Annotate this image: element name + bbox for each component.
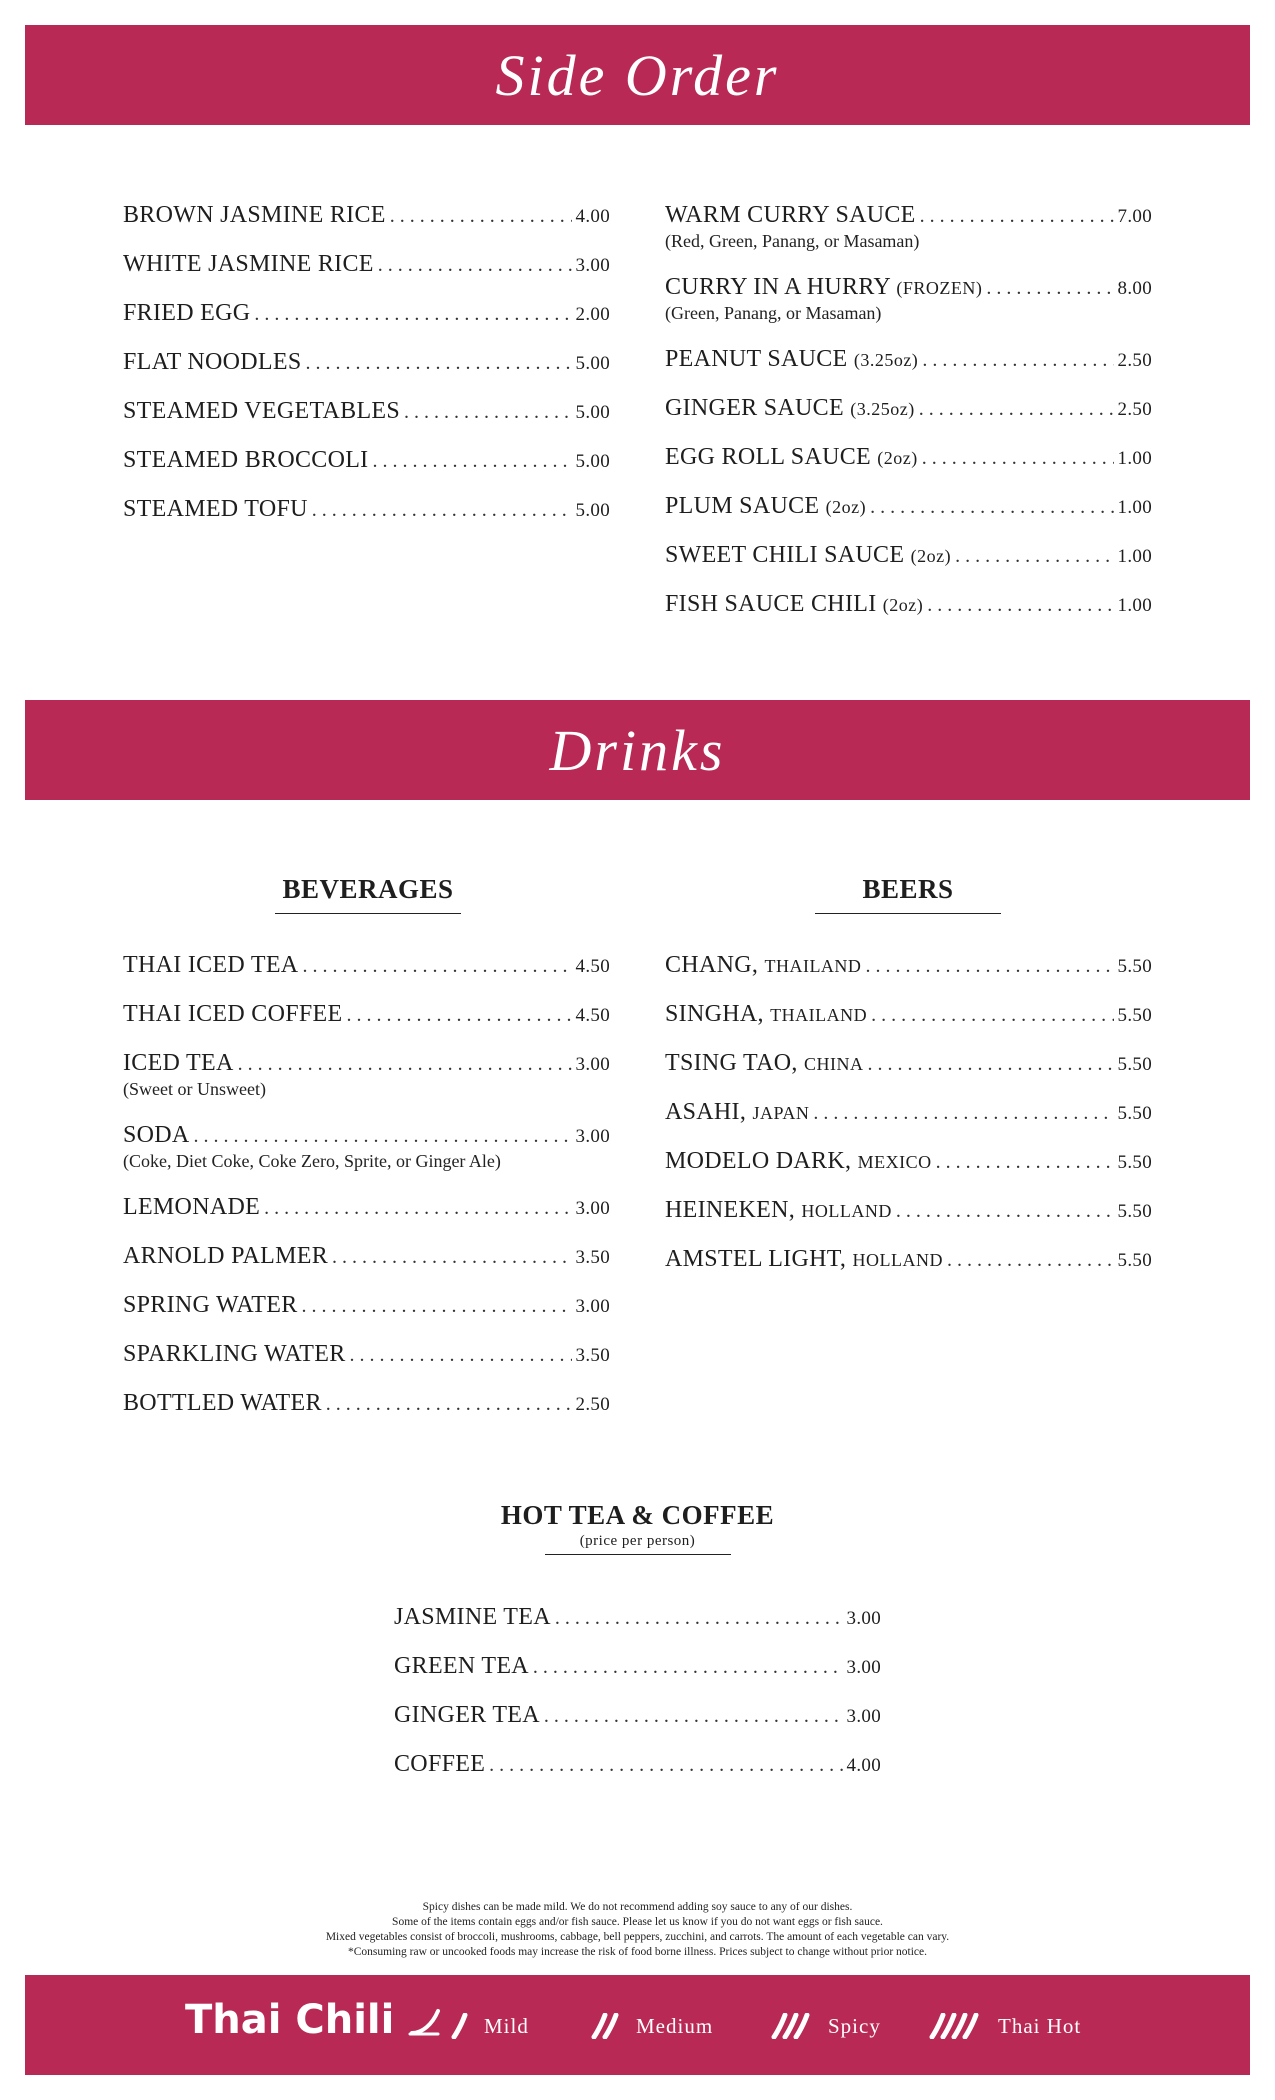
hot-drinks-heading-text: HOT TEA & COFFEE — [500, 1500, 775, 1530]
drinks-title: Drinks — [549, 717, 726, 783]
item-price: 3.00 — [575, 255, 610, 276]
menu-item — [123, 1122, 610, 1172]
item-name-text: EGG ROLL SAUCE — [665, 444, 871, 470]
item-name: GINGER TEA — [394, 1702, 540, 1728]
item-name: ICED TEA — [123, 1050, 234, 1076]
legend-thai-hot — [928, 2013, 1081, 2039]
menu-item — [665, 395, 1152, 422]
menu-item — [665, 1246, 1152, 1273]
menu-item — [123, 1243, 610, 1270]
item-price: 1.00 — [1117, 546, 1152, 567]
menu-item — [665, 202, 1152, 252]
item-name — [665, 952, 861, 979]
logo-text: Thai Chili — [185, 1997, 395, 2043]
item-name-text: TSING TAO, — [665, 1050, 798, 1076]
item-name: STEAMED BROCCOLI — [123, 447, 369, 473]
item-name: BROWN JASMINE RICE — [123, 202, 386, 228]
hot-drinks-subheading: (price per person) — [579, 1533, 696, 1549]
item-origin: THAILAND — [764, 956, 862, 976]
item-name — [665, 395, 915, 422]
item-price: 4.00 — [846, 1755, 881, 1776]
side-order-left-list — [123, 202, 610, 545]
legend-label: Medium — [636, 2013, 714, 2038]
item-price: 2.50 — [1117, 399, 1152, 420]
menu-item — [665, 1050, 1152, 1077]
item-price: 3.50 — [575, 1345, 610, 1366]
beverages-rule — [275, 913, 461, 914]
item-origin: JAPAN — [752, 1103, 810, 1123]
legend-label: Thai Hot — [998, 2013, 1082, 2038]
menu-item — [665, 1099, 1152, 1126]
item-price: 3.00 — [846, 1657, 881, 1678]
menu-item — [123, 447, 610, 474]
item-origin: CHINA — [803, 1054, 864, 1074]
beverages-heading-text: BEVERAGES — [282, 874, 454, 904]
item-name — [665, 1050, 863, 1077]
item-price: 5.50 — [1117, 1152, 1152, 1173]
menu-item — [394, 1653, 881, 1680]
item-origin: MEXICO — [857, 1152, 932, 1172]
item-name-text: FISH SAUCE CHILI — [665, 591, 877, 617]
item-name — [665, 493, 866, 520]
item-name-text: CHANG, — [665, 952, 759, 978]
item-price: 5.00 — [575, 500, 610, 521]
item-price: 3.00 — [575, 1296, 610, 1317]
menu-item — [394, 1751, 881, 1778]
item-price: 2.00 — [575, 304, 610, 325]
item-name — [665, 274, 982, 301]
logo-chili-icon — [408, 2007, 442, 2037]
item-origin: HOLLAND — [801, 1201, 892, 1221]
menu-item — [665, 1001, 1152, 1028]
item-name-text: SINGHA, — [665, 1001, 764, 1027]
legend-label: Mild — [484, 2013, 529, 2038]
menu-item — [665, 1148, 1152, 1175]
item-name — [665, 591, 923, 618]
item-name — [665, 444, 918, 471]
item-price: 1.00 — [1117, 595, 1152, 616]
item-name-text: PEANUT SAUCE — [665, 346, 848, 372]
item-name: STEAMED VEGETABLES — [123, 398, 401, 424]
item-qualifier: (FROZEN) — [896, 278, 983, 298]
beers-list — [665, 952, 1152, 1295]
item-price: 1.00 — [1117, 448, 1152, 469]
item-name — [665, 1001, 867, 1028]
disclaimer-line: Some of the items contain eggs and/or fish sauce. Please let us know if you do not want eggs or fish sauce. — [392, 1916, 883, 1928]
item-name: WHITE JASMINE RICE — [123, 251, 374, 277]
menu-item — [665, 274, 1152, 324]
legend-label: Spicy — [828, 2013, 881, 2038]
item-name-text: AMSTEL LIGHT, — [665, 1246, 847, 1272]
item-price: 5.50 — [1117, 956, 1152, 977]
item-price: 4.50 — [575, 1005, 610, 1026]
item-qualifier: (3.25oz) — [853, 350, 919, 370]
menu-item — [394, 1604, 881, 1631]
item-qualifier: (3.25oz) — [850, 399, 915, 419]
disclaimer — [0, 1900, 1275, 1960]
chili-1-icon — [450, 2013, 470, 2039]
item-note: (Sweet or Unsweet) — [123, 1079, 266, 1099]
legend-mild — [450, 2013, 529, 2039]
menu-item — [123, 952, 610, 979]
item-origin: HOLLAND — [852, 1250, 944, 1270]
chili-3-icon — [770, 2013, 814, 2039]
menu-item — [123, 1001, 610, 1028]
item-note: (Coke, Diet Coke, Coke Zero, Sprite, or Ginger Ale) — [123, 1151, 501, 1171]
side-order-right-list — [665, 202, 1152, 640]
item-name-text: MODELO DARK, — [665, 1148, 852, 1174]
item-name — [665, 346, 918, 373]
item-price: 2.50 — [1117, 350, 1152, 371]
item-name-text: CURRY IN A HURRY — [665, 274, 891, 300]
item-price: 4.50 — [575, 956, 610, 977]
item-price: 3.00 — [575, 1198, 610, 1219]
item-price: 5.50 — [1117, 1054, 1152, 1075]
item-name: WARM CURRY SAUCE — [665, 202, 916, 228]
legend-spicy — [770, 2013, 881, 2039]
item-price: 7.00 — [1117, 206, 1152, 227]
item-price: 5.00 — [575, 353, 610, 374]
item-name: SPARKLING WATER — [123, 1341, 346, 1367]
menu-item — [665, 591, 1152, 618]
hot-drinks-rule — [545, 1554, 731, 1555]
item-name: COFFEE — [394, 1751, 486, 1777]
chili-2-icon — [590, 2013, 622, 2039]
menu-item — [394, 1702, 881, 1729]
item-name: SPRING WATER — [123, 1292, 298, 1318]
chili-4-icon — [928, 2013, 984, 2039]
item-name — [665, 542, 951, 569]
item-name: GREEN TEA — [394, 1653, 529, 1679]
menu-item — [123, 398, 610, 425]
item-price: 2.50 — [575, 1394, 610, 1415]
menu-item — [665, 1197, 1152, 1224]
item-name-text: PLUM SAUCE — [665, 493, 820, 519]
item-name: THAI ICED TEA — [123, 952, 299, 978]
item-name — [665, 1246, 943, 1273]
item-price: 3.00 — [575, 1054, 610, 1075]
thai-chili-logo — [185, 1997, 442, 2043]
item-name-text: GINGER SAUCE — [665, 395, 844, 421]
item-name: ARNOLD PALMER — [123, 1243, 329, 1269]
menu-item — [665, 346, 1152, 373]
item-name: BOTTLED WATER — [123, 1390, 322, 1416]
item-price: 5.50 — [1117, 1103, 1152, 1124]
menu-item — [665, 542, 1152, 569]
beers-heading — [815, 874, 1001, 914]
item-name-text: ASAHI, — [665, 1099, 747, 1125]
menu-item — [123, 496, 610, 523]
item-qualifier: (2oz) — [825, 497, 867, 517]
item-name — [665, 1099, 809, 1126]
menu-item — [665, 952, 1152, 979]
menu-item — [123, 1341, 610, 1368]
item-name: FLAT NOODLES — [123, 349, 302, 375]
menu-item — [123, 251, 610, 278]
item-qualifier: (2oz) — [910, 546, 952, 566]
menu-item — [123, 1292, 610, 1319]
item-name: FRIED EGG — [123, 300, 251, 326]
item-price: 5.00 — [575, 402, 610, 423]
menu-item — [123, 1194, 610, 1221]
item-price: 3.00 — [575, 1126, 610, 1147]
disclaimer-line: Mixed vegetables consist of broccoli, mushrooms, cabbage, bell peppers, zucchini, and carrots. The amount of each vegetable can vary. — [325, 1931, 950, 1943]
side-order-title: Side Order — [495, 42, 780, 108]
item-price: 5.00 — [575, 451, 610, 472]
menu-item — [123, 1050, 610, 1100]
item-price: 5.50 — [1117, 1250, 1152, 1271]
hot-drinks-list — [394, 1604, 881, 1800]
item-name-text: HEINEKEN, — [665, 1197, 796, 1223]
item-price: 3.00 — [846, 1608, 881, 1629]
beverages-list — [123, 952, 610, 1439]
item-name: THAI ICED COFFEE — [123, 1001, 343, 1027]
legend-medium — [590, 2013, 713, 2039]
item-name-text: SWEET CHILI SAUCE — [665, 542, 905, 568]
disclaimer-line: *Consuming raw or uncooked foods may increase the risk of food borne illness. Prices subject to change without prior notice. — [347, 1946, 928, 1958]
menu-item — [123, 1390, 610, 1417]
item-note: (Red, Green, Panang, or Masaman) — [665, 231, 920, 251]
menu-item — [665, 493, 1152, 520]
item-name: STEAMED TOFU — [123, 496, 308, 522]
item-name: LEMONADE — [123, 1194, 261, 1220]
hot-drinks-heading — [450, 1500, 825, 1555]
item-price: 4.00 — [575, 206, 610, 227]
menu-item — [665, 444, 1152, 471]
beers-rule — [815, 913, 1001, 914]
item-price: 3.50 — [575, 1247, 610, 1268]
menu-item — [123, 202, 610, 229]
item-name — [665, 1148, 932, 1175]
item-qualifier: (2oz) — [882, 595, 924, 615]
beverages-heading — [275, 874, 461, 914]
item-price: 8.00 — [1117, 278, 1152, 299]
drinks-banner — [25, 700, 1250, 800]
footer-banner — [25, 1975, 1250, 2075]
item-name — [665, 1197, 892, 1224]
item-price: 5.50 — [1117, 1201, 1152, 1222]
side-order-banner — [25, 25, 1250, 125]
menu-item — [123, 300, 610, 327]
item-name: SODA — [123, 1122, 190, 1148]
disclaimer-line: Spicy dishes can be made mild. We do not recommend adding soy sauce to any of our dishes. — [422, 1901, 853, 1913]
beers-heading-text: BEERS — [862, 874, 954, 904]
item-note: (Green, Panang, or Masaman) — [665, 303, 882, 323]
item-price: 3.00 — [846, 1706, 881, 1727]
item-price: 1.00 — [1117, 497, 1152, 518]
item-origin: THAILAND — [770, 1005, 868, 1025]
item-name: JASMINE TEA — [394, 1604, 551, 1630]
menu-item — [123, 349, 610, 376]
item-qualifier: (2oz) — [877, 448, 918, 468]
item-price: 5.50 — [1117, 1005, 1152, 1026]
